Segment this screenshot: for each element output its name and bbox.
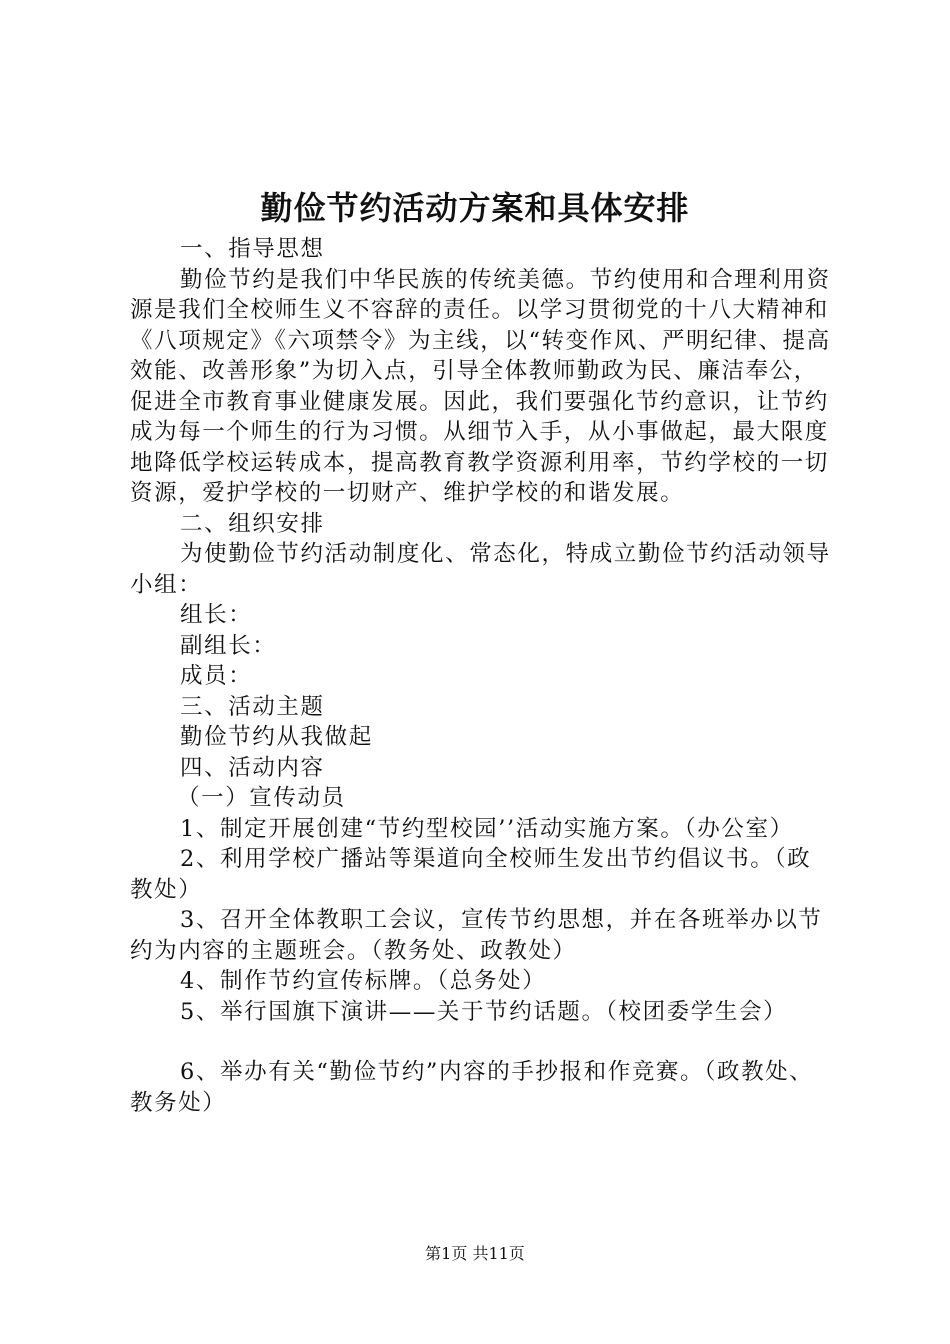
- document-body: [130, 234, 832, 1118]
- deputy-leader-line: 副组长：: [180, 632, 277, 659]
- list-item: 1、制定开展创建“节约型校园’’活动实施方案。（办公室）: [180, 815, 794, 842]
- theme-text: 勤俭节约从我做起: [180, 724, 373, 750]
- paragraph-gap: [130, 1027, 832, 1057]
- list-item: 6、举办有关“勤俭节约”内容的手抄报和作竞赛。（政教处、教务处）: [130, 1059, 814, 1116]
- paragraph-organization: 为使勤俭节约活动制度化、常态化，特成立勤俭节约活动领导小组：: [130, 541, 831, 598]
- document-title: 勤俭节约活动方案和具体安排: [260, 189, 690, 227]
- list-item: 3、召开全体教职工会议，宣传节约思想，并在各班举办以节约为内容的主题班会。（教务处、政教处）: [130, 907, 823, 964]
- section-heading-guiding-ideology: 一、指导思想: [180, 236, 325, 262]
- leader-line: 组长：: [180, 602, 253, 628]
- paragraph-guiding-ideology: 勤俭节约是我们中华民族的传统美德。节约使用和合理利用资源是我们全校师生义不容辞的责任。以学习贯彻党的十八大精神和《八项规定》《六项禁令》为主线，以“转变作风、严明纪律、提高效能、改善形象”为切入点，引导全体教师勤政为民、廉洁奉公，促进全市教育事业健康发展。因此，我们要强化节约意识，让节约成为每一个师生的行为习惯。从细节入手，从小事做起，最大限度地降低学校运转成本，提高教育教学资源利用率，节约学校的一切资源，爱护学校的一切财产、维护学校的和谐发展。: [130, 266, 831, 506]
- list-item: 4、制作节约宣传标牌。（总务处）: [180, 968, 547, 994]
- list-item: 2、利用学校广播站等渠道向全校师生发出节约倡议书。（政教处）: [130, 846, 812, 903]
- page-footer: 第1页 共11页: [425, 1244, 525, 1263]
- section-heading-content: 四、活动内容: [180, 754, 325, 781]
- subsection-heading-publicity: （一）宣传动员: [177, 785, 346, 811]
- section-heading-organization: 二、组织安排: [180, 510, 325, 537]
- list-item: 5、举行国旗下演讲——关于节约话题。（校团委学生会）: [180, 998, 788, 1025]
- section-heading-theme: 三、活动主题: [180, 693, 325, 720]
- members-line: 成员：: [180, 663, 253, 689]
